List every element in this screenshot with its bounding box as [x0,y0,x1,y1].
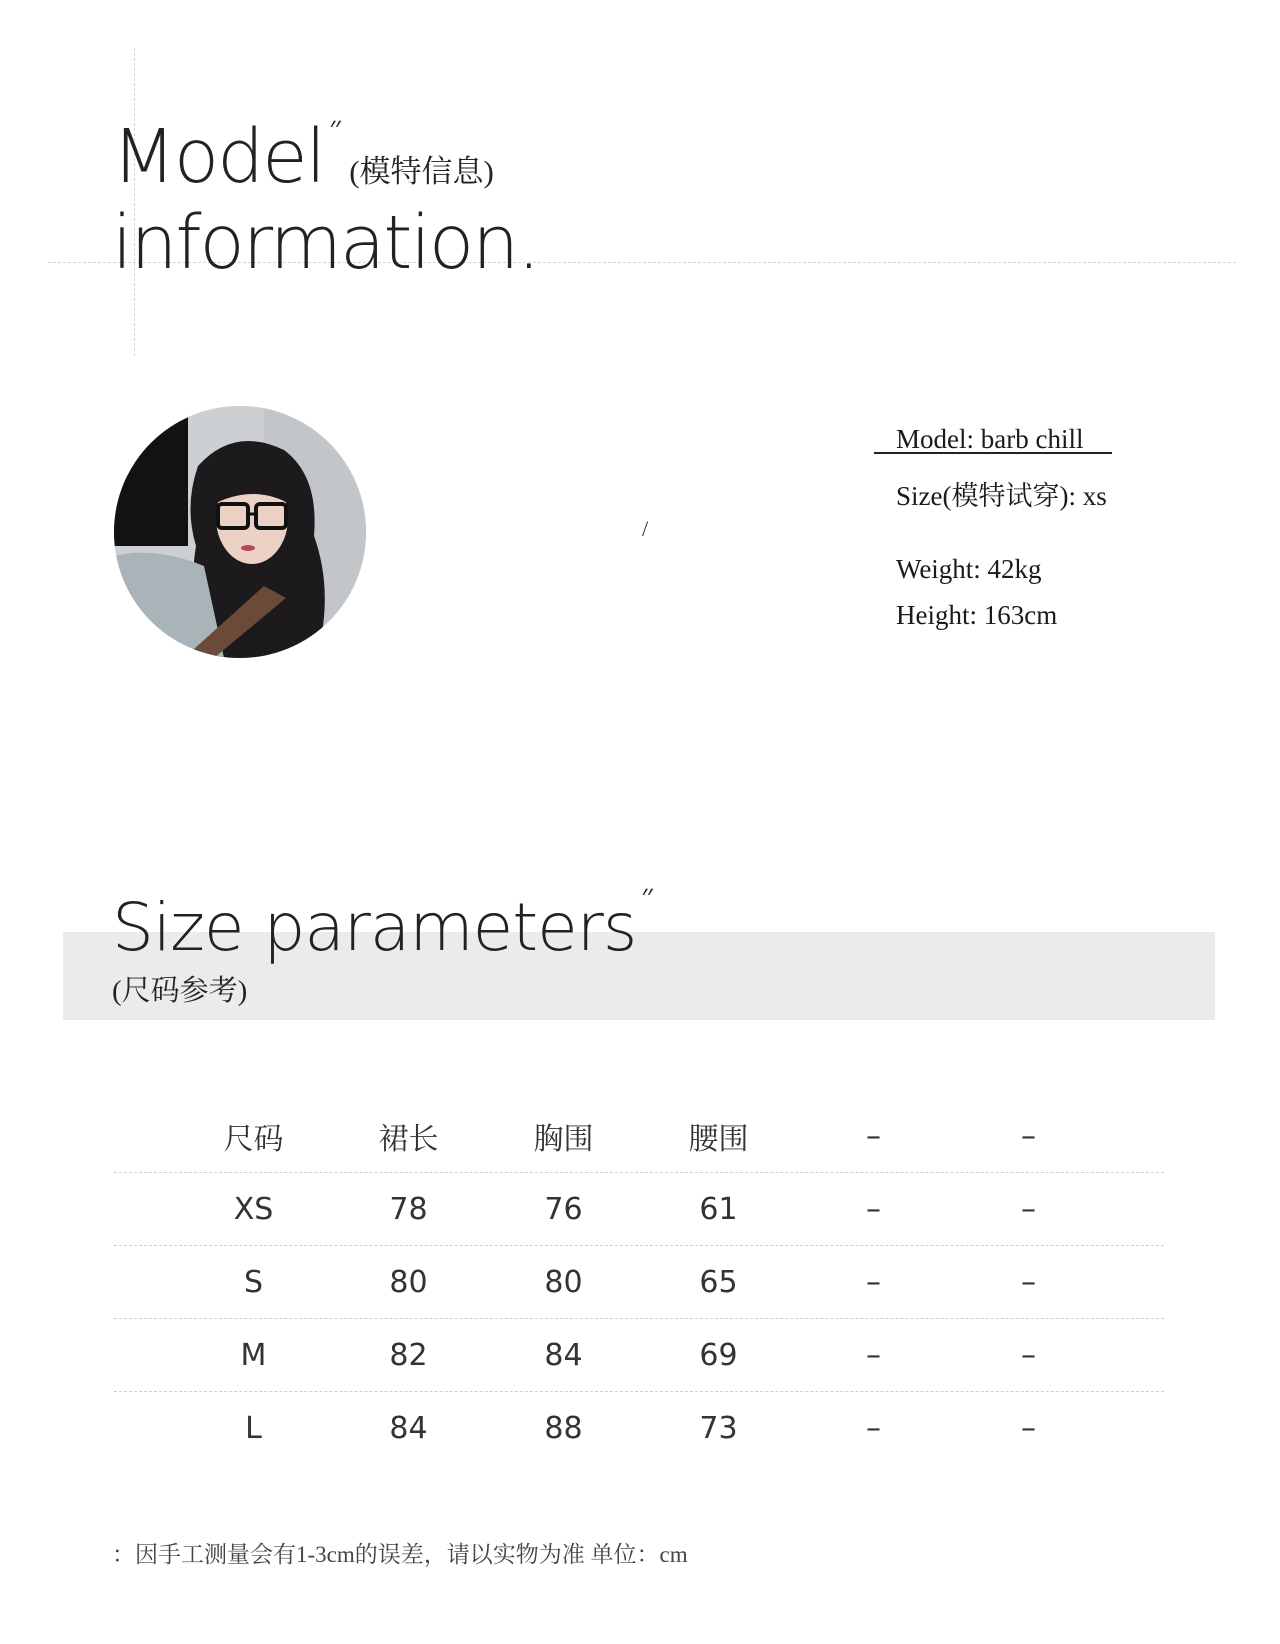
table-cell: – [866,1264,881,1300]
table-header-row [114,1100,1164,1172]
model-name-underline [874,452,1112,454]
table-header-cell: 裙长 [378,1122,439,1157]
table-cell: 82 [389,1337,428,1373]
table-cell: – [866,1191,881,1227]
model-title-word: Model [112,114,325,200]
table-cell: M [240,1337,267,1373]
table-cell: 76 [544,1191,583,1227]
table-cell: 73 [699,1410,738,1446]
table-cell: 80 [389,1264,428,1300]
table-cell: 88 [544,1410,583,1446]
table-cell: L [245,1410,262,1446]
table-cell: – [866,1410,881,1446]
title-mark: ˝ [638,885,656,925]
table-row [114,1245,1164,1318]
model-height: Height: 163cm [896,600,1058,630]
title-mark: ˝ [326,117,344,157]
table-row [114,1172,1164,1245]
size-title [112,885,656,966]
table-cell: XS [233,1191,274,1227]
table-cell: – [1021,1410,1036,1446]
table-cell: 69 [699,1337,738,1373]
table-header-cell: 腰围 [688,1122,749,1157]
model-name: Model: barb chill [896,424,1084,454]
table-cell: S [243,1264,264,1300]
table-cell: 65 [699,1264,738,1300]
table-header-cell: 胸围 [533,1122,594,1157]
model-photo [114,406,366,658]
table-cell: 61 [699,1191,738,1227]
model-weight: Weight: 42kg [896,554,1042,584]
model-title-sub: (模特信息) [349,154,494,189]
table-cell: – [1021,1191,1036,1227]
table-cell: 84 [544,1337,583,1373]
table-header-cell: – [1021,1118,1036,1154]
table-cell: – [866,1337,881,1373]
table-cell: 80 [544,1264,583,1300]
size-subtitle: (尺码参考) [112,975,248,1007]
table-header-cell: 尺码 [223,1122,284,1157]
table-row [114,1391,1164,1464]
model-avatar [114,406,366,658]
model-size: Size(模特试穿): xs [896,481,1107,511]
table-cell: 84 [389,1410,428,1446]
information-title: information. [112,200,539,286]
table-row [114,1318,1164,1391]
size-title-text: Size parameters [112,889,637,966]
table-cell: 78 [389,1191,428,1227]
divider-slash: / [642,516,649,541]
table-cell: – [1021,1264,1036,1300]
table-cell: – [1021,1337,1036,1373]
table-header-cell: – [866,1118,881,1154]
model-title [112,114,494,200]
measurement-note: ：因手工测量会有1-3cm的误差，请以实物为准 单位：cm [112,1542,688,1567]
size-table [114,1100,1164,1464]
